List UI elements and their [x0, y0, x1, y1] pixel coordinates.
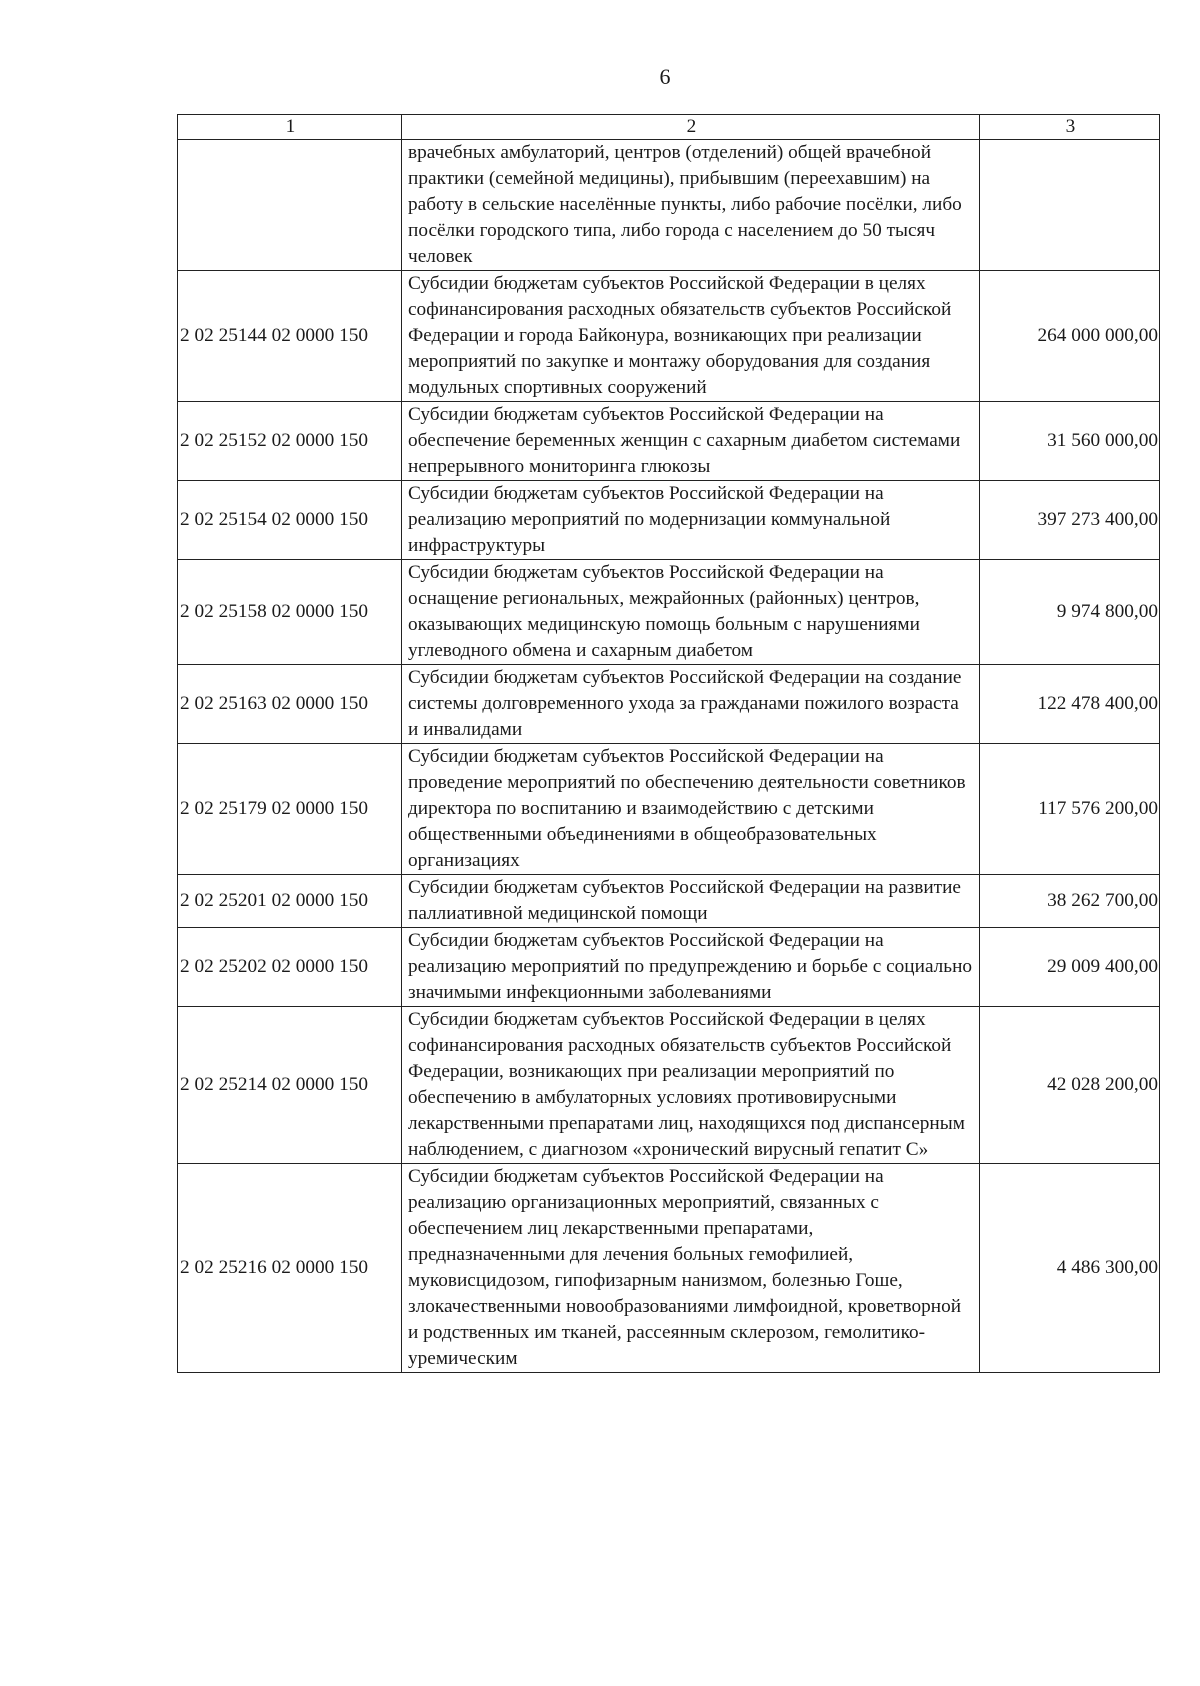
- table-row: [178, 1007, 1160, 1164]
- budget-code: 2 02 25216 02 0000 150: [178, 1164, 402, 1373]
- table-row: [178, 665, 1160, 744]
- budget-amount: 117 576 200,00: [980, 744, 1160, 875]
- budget-code: 2 02 25152 02 0000 150: [178, 402, 402, 481]
- budget-description: Субсидии бюджетам субъектов Российской Федерации на оснащение региональных, межрайонных (районных) центров, оказывающих медицинскую помощь больным с нарушениями углеводного обмена и сахарным диабетом: [402, 560, 980, 665]
- table-row: [178, 140, 1160, 271]
- budget-amount: 29 009 400,00: [980, 928, 1160, 1007]
- budget-amount: [980, 140, 1160, 271]
- budget-description: врачебных амбулаторий, центров (отделений) общей врачебной практики (семейной медицины), прибывшим (переехавшим) на работу в сельские населённые пункты, либо рабочие посёлки, либо посёлки городского типа, либо города с населением до 50 тысяч человек: [402, 140, 980, 271]
- column-header-code: 1: [178, 115, 402, 140]
- table-row: [178, 560, 1160, 665]
- budget-amount: 122 478 400,00: [980, 665, 1160, 744]
- table-row: [178, 481, 1160, 560]
- column-header-description: 2: [402, 115, 980, 140]
- table-row: [178, 271, 1160, 402]
- budget-description: Субсидии бюджетам субъектов Российской Федерации на создание системы долговременного ухода за гражданами пожилого возраста и инвалидами: [402, 665, 980, 744]
- table-row: [178, 1164, 1160, 1373]
- budget-code: 2 02 25214 02 0000 150: [178, 1007, 402, 1164]
- table-row: [178, 402, 1160, 481]
- table-header-row: [178, 115, 1160, 140]
- budget-table: [177, 114, 1160, 1373]
- budget-description: Субсидии бюджетам субъектов Российской Федерации на реализацию мероприятий по модернизации коммунальной инфраструктуры: [402, 481, 980, 560]
- budget-code: [178, 140, 402, 271]
- budget-description: Субсидии бюджетам субъектов Российской Федерации на реализацию мероприятий по предупреждению и борьбе с социально значимыми инфекционными заболеваниями: [402, 928, 980, 1007]
- table-row: [178, 744, 1160, 875]
- budget-amount: 4 486 300,00: [980, 1164, 1160, 1373]
- page-number: 6: [659, 64, 671, 89]
- table-row: [178, 875, 1160, 928]
- budget-description: Субсидии бюджетам субъектов Российской Федерации на реализацию организационных мероприятий, связанных с обеспечением лиц лекарственными препаратами, предназначенными для лечения больных гемофилией, муковисцидозом, гипофизарным нанизмом, болезнью Гоше, злокачественными новообразованиями лимфоидной, кроветворной и родственных им тканей, рассеянным склерозом, гемолитико-уремическим: [402, 1164, 980, 1373]
- budget-amount: 397 273 400,00: [980, 481, 1160, 560]
- budget-description: Субсидии бюджетам субъектов Российской Федерации на проведение мероприятий по обеспечению деятельности советников директора по воспитанию и взаимодействию с детскими общественными объединениями в общеобразовательных организациях: [402, 744, 980, 875]
- budget-code: 2 02 25154 02 0000 150: [178, 481, 402, 560]
- budget-code: 2 02 25179 02 0000 150: [178, 744, 402, 875]
- budget-code: 2 02 25144 02 0000 150: [178, 271, 402, 402]
- budget-code: 2 02 25201 02 0000 150: [178, 875, 402, 928]
- budget-amount: 38 262 700,00: [980, 875, 1160, 928]
- budget-code: 2 02 25163 02 0000 150: [178, 665, 402, 744]
- budget-amount: 9 974 800,00: [980, 560, 1160, 665]
- budget-code: 2 02 25158 02 0000 150: [178, 560, 402, 665]
- budget-amount: 31 560 000,00: [980, 402, 1160, 481]
- budget-description: Субсидии бюджетам субъектов Российской Федерации в целях софинансирования расходных обязательств субъектов Российской Федерации и города Байконура, возникающих при реализации мероприятий по закупке и монтажу оборудования для создания модульных спортивных сооружений: [402, 271, 980, 402]
- table-row: [178, 928, 1160, 1007]
- column-header-amount: 3: [980, 115, 1160, 140]
- budget-amount: 42 028 200,00: [980, 1007, 1160, 1164]
- budget-amount: 264 000 000,00: [980, 271, 1160, 402]
- budget-description: Субсидии бюджетам субъектов Российской Федерации в целях софинансирования расходных обязательств субъектов Российской Федерации, возникающих при реализации мероприятий по обеспечению в амбулаторных условиях противовирусными лекарственными препаратами лиц, находящихся под диспансерным наблюдением, с диагнозом «хронический вирусный гепатит С»: [402, 1007, 980, 1164]
- budget-description: Субсидии бюджетам субъектов Российской Федерации на обеспечение беременных женщин с сахарным диабетом системами непрерывного мониторинга глюкозы: [402, 402, 980, 481]
- budget-description: Субсидии бюджетам субъектов Российской Федерации на развитие паллиативной медицинской помощи: [402, 875, 980, 928]
- budget-code: 2 02 25202 02 0000 150: [178, 928, 402, 1007]
